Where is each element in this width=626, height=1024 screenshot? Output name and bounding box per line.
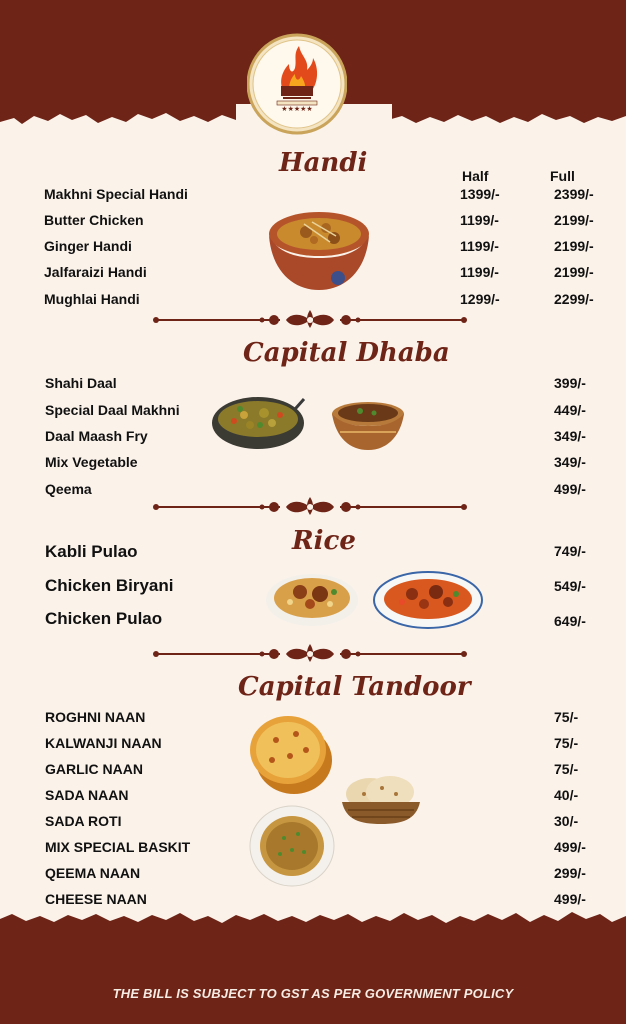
column-header-half: Half — [462, 168, 489, 184]
menu-item-price: 75/- — [554, 709, 579, 725]
footer-gst-note: THE BILL IS SUBJECT TO GST AS PER GOVERNMENT POLICY — [112, 986, 514, 1001]
menu-item-name: Jalfaraizi Handi — [44, 264, 147, 280]
roti-basket-image — [340, 772, 422, 826]
menu-item-price-half: 1199/- — [460, 264, 499, 280]
pulao-platter-image — [372, 570, 484, 630]
menu-item-name: CHEESE NAAN — [45, 891, 147, 907]
menu-item-price-full: 2199/- — [554, 212, 594, 228]
ornamental-divider — [150, 308, 470, 332]
menu-item-price-full: 2399/- — [554, 186, 594, 202]
menu-item-name: Chicken Biryani — [45, 576, 174, 595]
menu-item-price-full: 2299/- — [554, 291, 594, 307]
menu-item-name: KALWANJI NAAN — [45, 735, 162, 751]
qeema-bowl-image — [330, 398, 406, 452]
section-title-capital-tandoor: Capital Tandoor — [238, 672, 471, 702]
menu-item-name: Special Daal Makhni — [45, 402, 180, 418]
menu-item-price: 349/- — [554, 428, 586, 444]
menu-item-price-half: 1199/- — [460, 212, 499, 228]
menu-item-name: Kabli Pulao — [45, 542, 138, 561]
menu-item-name: MIX SPECIAL BASKIT — [45, 839, 191, 855]
daal-karahi-image — [210, 395, 310, 451]
menu-item-name: Makhni Special Handi — [44, 186, 188, 202]
menu-item-price-half: 1399/- — [460, 186, 500, 202]
menu-item-name: Mughlai Handi — [44, 291, 140, 307]
menu-item-price-full: 2199/- — [554, 264, 594, 280]
biryani-plate-image — [264, 566, 360, 628]
menu-item-name: QEEMA NAAN — [45, 865, 141, 881]
menu-item-price-full: 2199/- — [554, 238, 594, 254]
ornamental-divider — [150, 495, 470, 519]
menu-item-price: 499/- — [554, 891, 586, 907]
menu-item-price: 75/- — [554, 735, 579, 751]
section-title-handi: Handi — [279, 148, 368, 178]
menu-item-price: 399/- — [554, 375, 586, 391]
menu-item-price: 40/- — [554, 787, 579, 803]
menu-item-name: Daal Maash Fry — [45, 428, 148, 444]
ornamental-divider — [150, 642, 470, 666]
handi-dish-image — [264, 202, 374, 294]
menu-item-price: 30/- — [554, 813, 579, 829]
menu-item-name: Shahi Daal — [45, 375, 117, 391]
menu-item-name: GARLIC NAAN — [45, 761, 143, 777]
menu-item-price: 299/- — [554, 865, 586, 881]
section-title-rice: Rice — [292, 526, 356, 556]
menu-item-price: 349/- — [554, 454, 586, 470]
menu-item-price: 75/- — [554, 761, 579, 777]
svg-text:★★★★★: ★★★★★ — [281, 105, 313, 113]
menu-item-price: 549/- — [554, 578, 586, 594]
menu-item-price: 649/- — [554, 613, 586, 629]
menu-item-name: Chicken Pulao — [45, 609, 163, 628]
menu-item-name: ROGHNI NAAN — [45, 709, 146, 725]
menu-item-name: SADA NAAN — [45, 787, 129, 803]
qeema-naan-plate-image — [248, 804, 336, 888]
menu-item-name: Ginger Handi — [44, 238, 132, 254]
menu-item-name: Qeema — [45, 481, 92, 497]
menu-item-price-half: 1299/- — [460, 291, 500, 307]
menu-item-price: 749/- — [554, 543, 586, 559]
menu-item-price: 499/- — [554, 839, 586, 855]
menu-item-price: 449/- — [554, 402, 586, 418]
column-header-full: Full — [550, 168, 575, 184]
menu-item-name: SADA ROTI — [45, 813, 122, 829]
menu-item-name: Butter Chicken — [44, 212, 144, 228]
menu-item-name: Mix Vegetable — [45, 454, 138, 470]
menu-item-price: 499/- — [554, 481, 586, 497]
restaurant-logo — [247, 20, 347, 146]
section-title-capital-dhaba: Capital Dhaba — [243, 338, 450, 368]
menu-item-price-half: 1199/- — [460, 238, 499, 254]
naan-stack-image — [246, 710, 336, 796]
